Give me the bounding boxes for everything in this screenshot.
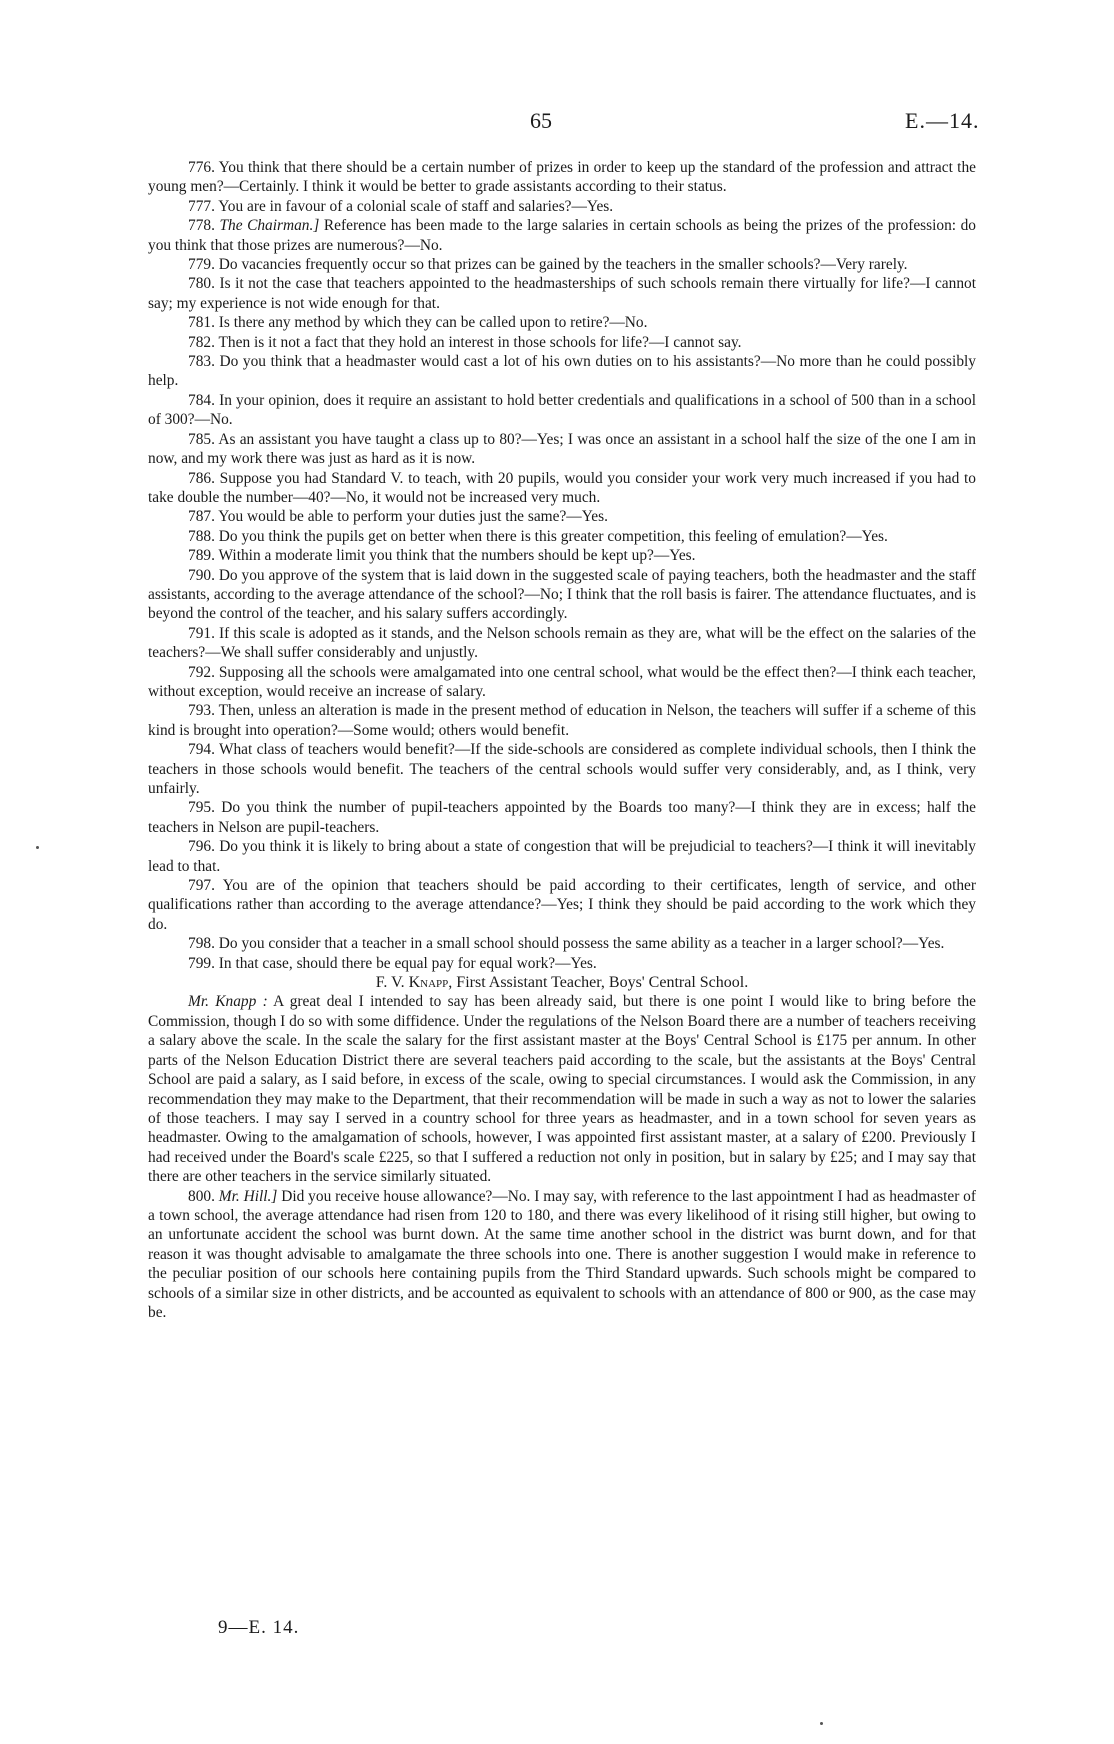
question-text: Did you receive house allowance?—No. I may say, with reference to the last appointment I had as headmaster of a town school, the average attendance had risen from 120 to 180, and there was every likelihood of it rising still higher, but owing to an unfortunate accident the school was burnt down. At the same time another school in the district was burnt down, and for that reason it was thought advisable to amalgamate the three schools into one. There is another suggestion I would make in reference to the peculiar position of our schools here containing pupils from the Third Standard upwards. Such schools might be compared to schools of a similar size in other districts, and be accounted as equivalent to schools with an attendance of 800 or 900, as the case may be. xyxy=(148,1187,977,1321)
question-778 xyxy=(148,216,976,255)
question-number: 793. xyxy=(188,702,215,720)
qa-list xyxy=(148,158,976,973)
question-text: Suppose you had Standard V. to teach, with 20 pupils, would you consider your work very much increased if you had to take double the number—40?—No, it would not be increased very much. xyxy=(148,469,976,506)
scan-speck xyxy=(820,1722,823,1725)
witness-title: , First Assistant Teacher, Boys' Central School. xyxy=(448,974,749,992)
question-number: 780. xyxy=(188,275,215,293)
question-text: Is there any method by which they can be called upon to retire?—No. xyxy=(218,314,648,332)
question-number: 786. xyxy=(188,469,215,487)
question-794 xyxy=(148,740,976,798)
question-text: What class of teachers would benefit?—If the side-schools are considered as complete individual schools, then I think the teachers in those schools would benefit. The teachers of the central schools would suffer very considerably, and, as I think, very unfairly. xyxy=(148,741,976,797)
witness-surname: Knapp xyxy=(408,974,449,992)
question-number: 785. xyxy=(188,430,215,448)
question-790 xyxy=(148,566,976,624)
question-number: 778. xyxy=(188,217,215,235)
question-text: As an assistant you have taught a class up to 80?—Yes; I was once an assistant in a school half the size of the one I am in now, and my work there was just as hard as it is now. xyxy=(148,430,976,468)
footer-signature: 9—E. 14. xyxy=(218,1617,300,1638)
question-793 xyxy=(148,701,976,740)
question-number: 797. xyxy=(188,877,215,895)
statement-text: A great deal I intended to say has been already said, but there is one point I would like to bring before the Commission, though I do so with some diffidence. Under the regulations of the Nelson Board there are a number of teachers receiving a salary above the scale. In the scale the salary for the first assistant master at the Boys' Central School is £175 per annum. In other parts of the Nelson Education District there are several teachers paid according to the scale, but the assistants at the Boys' Central School are paid a salary, as I said before, in excess of the scale, owing to special circumstances. I would ask the Commission, in any recommendation they may make to the Department, that their recommendation will be made in such a way as not to lower the salaries of those teachers. I may say I served in a country school for three years as headmaster, and in a town school for seven years as headmaster. Owing to the amalgamation of schools, however, I was appointed first assistant master, at a salary of £200. Previously I had received under the Board's scale £225, so that I suffered a reduction not only in position, but in salary by £25; and I may say that there are other teachers in the service similarly situated. xyxy=(148,993,976,1186)
question-number: 799. xyxy=(188,954,215,972)
document-body xyxy=(148,158,976,1322)
scan-speck xyxy=(36,846,39,849)
question-784 xyxy=(148,391,976,430)
question-text: Then, unless an alteration is made in the present method of education in Nelson, the teachers will suffer if a scheme of this kind is brought into operation?—Some would; others would benefit. xyxy=(148,702,976,739)
question-number: 784. xyxy=(188,391,215,409)
question-number: 787. xyxy=(188,508,215,526)
question-number: 795. xyxy=(188,799,215,817)
question-text: In that case, should there be equal pay for equal work?—Yes. xyxy=(218,954,597,972)
question-number: 777. xyxy=(188,197,215,215)
question-number: 791. xyxy=(188,624,215,642)
question-782 xyxy=(148,333,976,352)
witness-heading xyxy=(148,973,976,992)
page-number: 65 xyxy=(530,108,552,133)
question-799 xyxy=(148,954,976,973)
question-number: 794. xyxy=(188,741,215,759)
question-text: Do you think that a headmaster would cast a lot of his own duties on to his assistants?—No more than he could possibly help. xyxy=(148,353,976,390)
question-text: You would be able to perform your duties just the same?—Yes. xyxy=(218,508,608,526)
question-text: You are of the opinion that teachers should be paid according to their certificates, length of service, and other qualifications rather than according to the average attendance?—Yes; I think they should be paid according to the work which they do. xyxy=(148,877,976,933)
question-text: You are in favour of a colonial scale of staff and salaries?—Yes. xyxy=(218,197,614,215)
question-number: 789. xyxy=(188,547,215,565)
question-number: 788. xyxy=(188,527,215,545)
question-text: Do you approve of the system that is laid down in the suggested scale of paying teachers, both the headmaster and the staff assistants, according to the average attendance of the school?—No; I think that the roll basis is fairer. The attendance fluctuates, and is beyond the control of the teacher, and his salary suffers accordingly. xyxy=(148,566,976,623)
question-text: If this scale is adopted as it stands, and the Nelson schools remain as they are, what will be the effect on the salaries of the teachers?—We shall suffer considerably and unjustly. xyxy=(148,624,976,662)
question-800 xyxy=(148,1187,976,1323)
question-786 xyxy=(148,469,976,508)
question-787 xyxy=(148,507,976,526)
question-text: You think that there should be a certain number of prizes in order to keep up the standard of the profession and attract the young men?—Certainly. I think it would be better to grade assistants according to their status. xyxy=(148,159,976,196)
question-779 xyxy=(148,255,976,274)
question-788 xyxy=(148,527,976,546)
witness-initials: F. V. xyxy=(375,974,405,992)
question-text: Do you think it is likely to bring about a state of congestion that will be prejudicial to teachers?—I think it will inevitably lead to that. xyxy=(148,838,976,875)
question-777 xyxy=(148,197,976,216)
question-speaker: The Chairman.] xyxy=(219,217,320,235)
question-text: Within a moderate limit you think that the numbers should be kept up?—Yes. xyxy=(218,547,696,565)
question-text: Do you think the number of pupil-teachers appointed by the Boards too many?—I think they are in excess; half the teachers in Nelson are pupil-teachers. xyxy=(148,799,976,836)
witness-statement xyxy=(148,992,976,1186)
question-speaker: Mr. Hill.] xyxy=(218,1187,278,1205)
statement-speaker: Mr. Knapp : xyxy=(188,993,268,1011)
question-text: In your opinion, does it require an assistant to hold better credentials and qualifications in a school of 500 than in a school of 300?—No. xyxy=(148,391,976,429)
question-text: Supposing all the schools were amalgamated into one central school, what would be the effect then?—I think each teacher, without exception, would receive an increase of salary. xyxy=(148,663,976,700)
question-783 xyxy=(148,352,976,391)
question-798 xyxy=(148,934,976,953)
question-number: 798. xyxy=(188,935,215,953)
question-796 xyxy=(148,837,976,876)
question-792 xyxy=(148,663,976,702)
question-text: Then is it not a fact that they hold an interest in those schools for life?—I cannot say. xyxy=(218,333,742,351)
question-791 xyxy=(148,624,976,663)
question-text: Do you think the pupils get on better when there is this greater competition, this feeling of emulation?—Yes. xyxy=(218,527,888,545)
question-number: 796. xyxy=(188,838,215,856)
question-text: Do you consider that a teacher in a small school should possess the same ability as a teacher in a larger school?—Yes. xyxy=(218,935,945,953)
question-795 xyxy=(148,798,976,837)
question-776 xyxy=(148,158,976,197)
question-number: 792. xyxy=(188,663,215,681)
question-number: 782. xyxy=(188,333,215,351)
page-header xyxy=(0,108,1114,138)
question-785 xyxy=(148,430,976,469)
question-text: Reference has been made to the large salaries in certain schools as being the prizes of the profession: do you think that those prizes are numerous?—No. xyxy=(148,217,976,254)
question-781 xyxy=(148,313,976,332)
question-789 xyxy=(148,546,976,565)
question-number: 776. xyxy=(188,159,215,176)
document-reference: E.—14. xyxy=(905,108,980,133)
question-number: 800. xyxy=(188,1187,215,1205)
question-text: Is it not the case that teachers appointed to the headmasterships of such schools remain there virtually for life?—I cannot say; my experience is not wide enough for that. xyxy=(148,275,976,312)
question-number: 779. xyxy=(188,256,215,274)
question-number: 783. xyxy=(188,353,215,371)
question-number: 781. xyxy=(188,314,215,332)
question-797 xyxy=(148,876,976,934)
question-text: Do vacancies frequently occur so that prizes can be gained by the teachers in the smaller schools?—Very rarely. xyxy=(218,256,908,274)
question-780 xyxy=(148,274,976,313)
question-number: 790. xyxy=(188,566,215,584)
